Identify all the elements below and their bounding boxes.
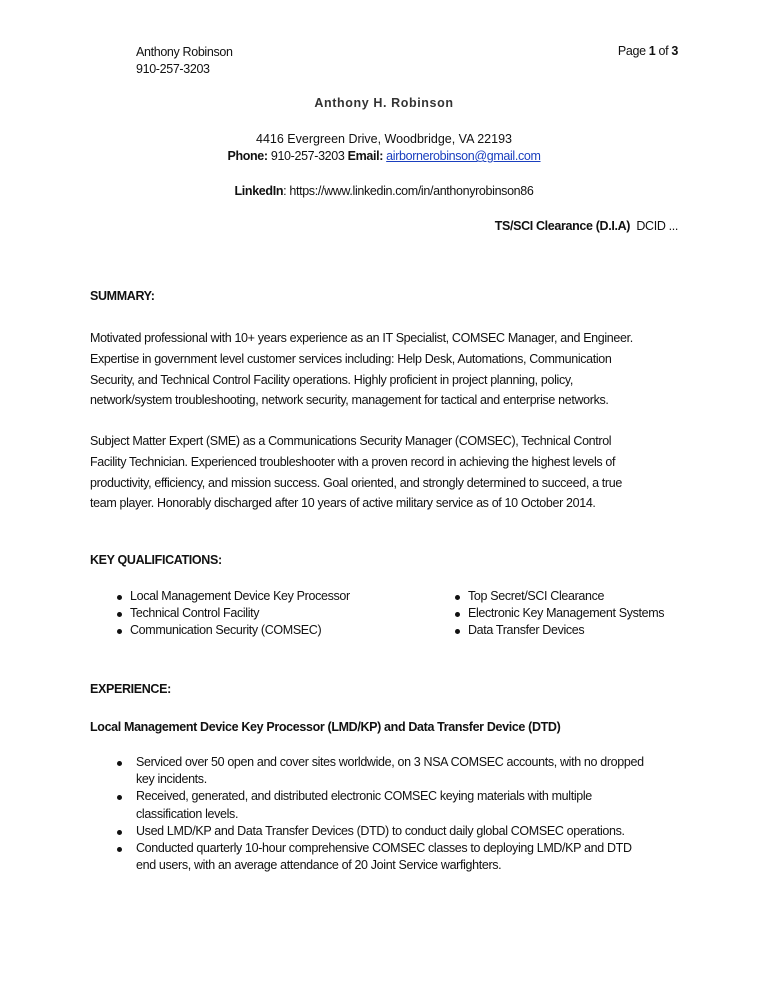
phone-label: Phone: <box>227 149 268 163</box>
phone-email-line <box>0 149 768 163</box>
list-item: Local Management Device Key Processor <box>118 588 350 605</box>
page-of: of <box>658 44 669 58</box>
text-line: Security, and Technical Control Facility operations. Highly proficient in project planning, policy, <box>90 372 573 387</box>
page-label: Page <box>617 44 646 58</box>
header-name: Anthony Robinson <box>136 45 233 59</box>
text-line: Expertise in government level customer services including: Help Desk, Automations, Communication <box>90 351 612 366</box>
running-header <box>136 44 233 78</box>
text-line: key incidents. <box>136 772 207 787</box>
list-item <box>118 840 644 874</box>
email-link[interactable]: airbornerobinson@gmail.com <box>386 149 541 163</box>
list-item: Data Transfer Devices <box>456 622 664 639</box>
list-item: Technical Control Facility <box>118 605 350 622</box>
job-title: Local Management Device Key Processor (LMD/KP) and Data Transfer Device (DTD) <box>90 720 561 734</box>
candidate-name: Anthony H. Robinson <box>314 96 454 110</box>
text-line: Facility Technician. Experienced troubleshooter with a proven record in achieving the highest levels of <box>90 454 616 469</box>
clearance-note: DCID ... <box>636 219 678 233</box>
list-item: Communication Security (COMSEC) <box>118 622 350 639</box>
text-line: Subject Matter Expert (SME) as a Communications Security Manager (COMSEC), Technical Control <box>90 434 612 448</box>
text-line: end users, with an average attendance of 20 Joint Service warfighters. <box>136 858 502 873</box>
text-line: productivity, efficiency, and mission success. Goal oriented, and strongly determined to succeed, a true <box>90 475 622 490</box>
list-item: Electronic Key Management Systems <box>456 605 664 622</box>
qualifications-right-list <box>456 588 664 640</box>
text-line: Used LMD/KP and Data Transfer Devices (DTD) to conduct daily global COMSEC operations. <box>136 823 625 838</box>
text-line: team player. Honorably discharged after 10 years of active military service as of 10 October 2014. <box>90 496 596 511</box>
experience-heading: EXPERIENCE: <box>90 682 171 696</box>
qualifications-left-list <box>118 588 350 640</box>
text-line: network/system troubleshooting, network security, management for tactical and enterprise networks. <box>90 393 609 408</box>
clearance-label: TS/SCI Clearance (D.I.A) <box>494 219 631 233</box>
page-current: 1 <box>648 44 656 58</box>
email-label: Email: <box>347 149 384 163</box>
linkedin-line <box>0 184 768 198</box>
summary-paragraph-1 <box>90 328 690 411</box>
text-line: Serviced over 50 open and cover sites worldwide, on 3 NSA COMSEC accounts, with no dropped <box>136 755 644 769</box>
list-item <box>118 754 644 788</box>
text-line: Conducted quarterly 10-hour comprehensive COMSEC classes to deploying LMD/KP and DTD <box>136 841 632 856</box>
linkedin-label: LinkedIn <box>234 184 284 198</box>
experience-bullets <box>118 754 644 874</box>
list-item <box>118 823 644 840</box>
list-item <box>118 788 644 822</box>
summary-heading: SUMMARY: <box>90 289 155 303</box>
page-number <box>618 44 678 58</box>
address: 4416 Evergreen Drive, Woodbridge, VA 22193 <box>256 132 512 146</box>
text-line: Received, generated, and distributed electronic COMSEC keying materials with multiple <box>136 789 592 804</box>
header-phone: 910-257-3203 <box>136 62 210 76</box>
text-line: Motivated professional with 10+ years experience as an IT Specialist, COMSEC Manager, and Engineer. <box>90 331 633 345</box>
list-item: Top Secret/SCI Clearance <box>456 588 664 605</box>
summary-paragraph-2 <box>90 431 690 514</box>
page-total: 3 <box>671 44 678 58</box>
linkedin-url: : https://www.linkedin.com/in/anthonyrobinson86 <box>283 184 534 198</box>
text-line: classification levels. <box>136 806 239 821</box>
qualifications-heading: KEY QUALIFICATIONS: <box>90 553 222 567</box>
clearance-line <box>495 219 678 233</box>
phone-value: 910-257-3203 <box>270 149 345 163</box>
